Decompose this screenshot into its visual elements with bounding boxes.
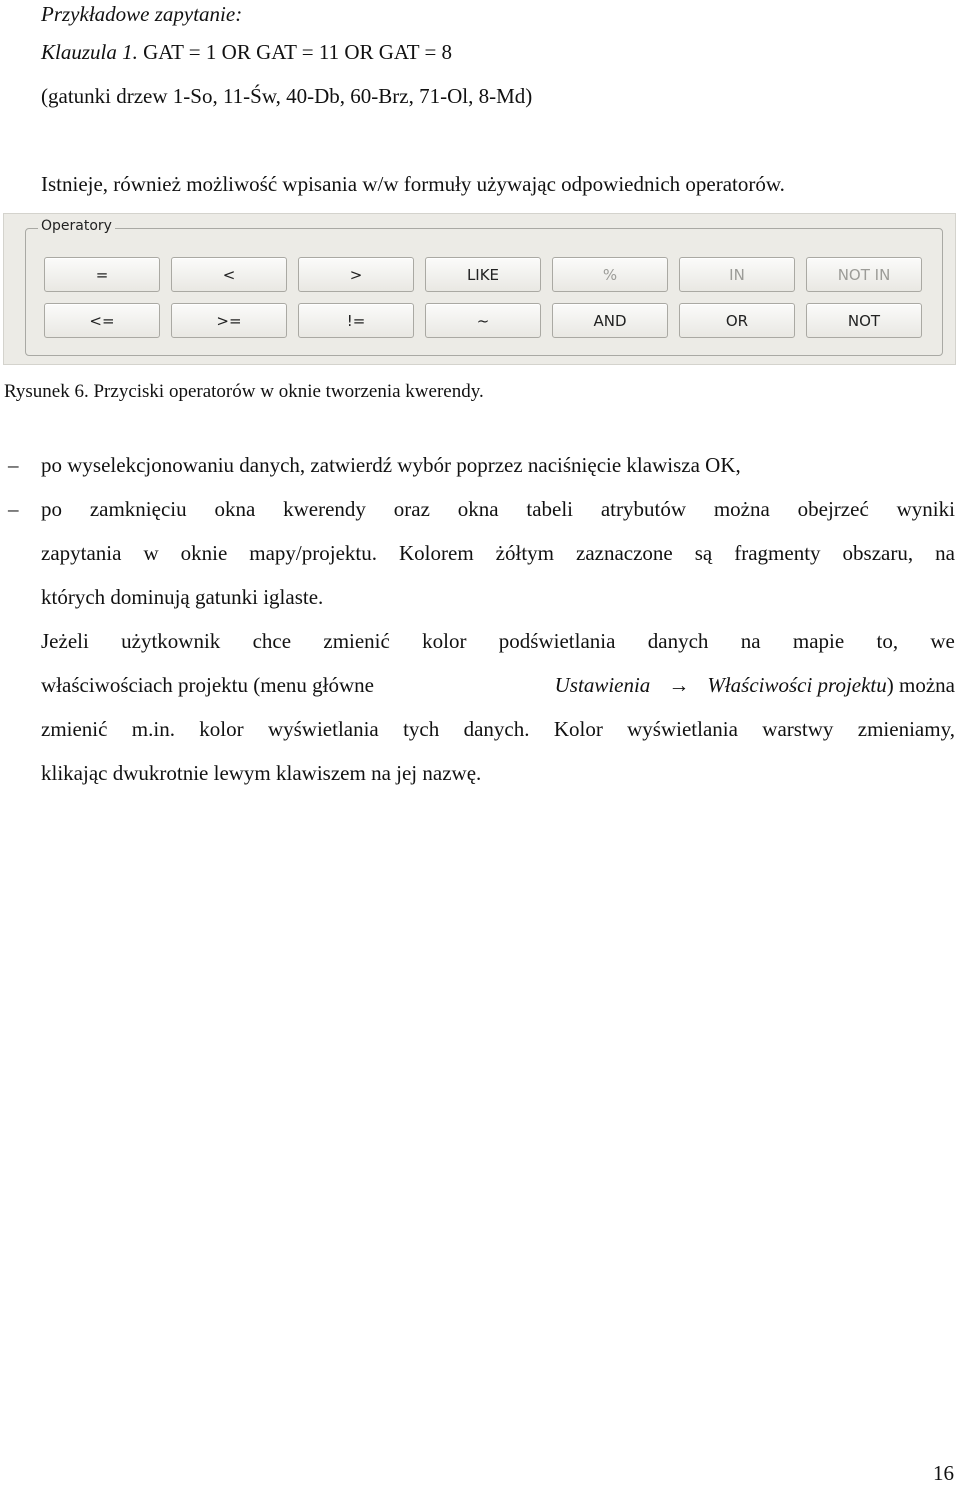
word: obejrzeć [797, 497, 869, 521]
operator-button-in[interactable]: IN [679, 257, 795, 292]
word: atrybutów [600, 497, 687, 521]
word: Kolorem [399, 541, 474, 565]
clause-label: Klauzula 1. [41, 40, 138, 64]
word: okna [457, 497, 499, 521]
operators-legend: Operatory [38, 218, 115, 234]
bullet-item-2-line-2 [41, 543, 955, 564]
word: użytkownik [121, 629, 221, 653]
word: zmienić [323, 629, 390, 653]
word: są [694, 541, 713, 565]
word: danych. [463, 717, 530, 741]
justified-row [41, 675, 955, 696]
paragraph-line-1 [41, 631, 955, 652]
word: w [143, 541, 159, 565]
word: zmieniamy, [857, 717, 955, 741]
justified-row [41, 543, 955, 564]
word: warstwy [762, 717, 834, 741]
bullet-item-1: po wyselekcjonowaniu danych, zatwierdź wybór poprzez naciśnięcie klawisza OK, [41, 453, 741, 477]
word: to, [876, 629, 899, 653]
example-heading: Przykładowe zapytanie: [41, 2, 243, 26]
word: można [713, 497, 770, 521]
operator-button-and[interactable]: AND [552, 303, 668, 338]
word: wyświetlania [627, 717, 738, 741]
operator-button-symbol-row2-1[interactable]: >= [171, 303, 287, 338]
word: chce [252, 629, 292, 653]
operator-button-not[interactable]: NOT [806, 303, 922, 338]
bullet-marker: – [8, 497, 19, 521]
bullet-marker: – [8, 453, 19, 477]
menu-settings: Ustawienia [554, 673, 651, 697]
word: na [740, 629, 761, 653]
intro-text: Istnieje, również możliwość wpisania w/w formuły używając odpowiednich operatorów. [41, 172, 785, 196]
operator-button-symbol-row1-2[interactable]: > [298, 257, 414, 292]
word: mapy/projektu. [249, 541, 378, 565]
menu-path [555, 675, 955, 696]
bullet-item-2-line-1 [41, 499, 955, 520]
word: zapytania [41, 541, 122, 565]
word: danych [647, 629, 709, 653]
word: podświetlania [498, 629, 616, 653]
operator-button-symbol-row2-3[interactable]: ~ [425, 303, 541, 338]
word: obszaru, [842, 541, 914, 565]
word: Jeżeli [41, 629, 89, 653]
word: zamknięciu [89, 497, 187, 521]
word: Kolor [553, 717, 603, 741]
word: oknie [180, 541, 228, 565]
paragraph-line-3 [41, 719, 955, 740]
paragraph-line-4: klikając dwukrotnie lewym klawiszem na jej nazwę. [41, 761, 482, 785]
paragraph-line-2-end: ) można [886, 673, 955, 697]
word: zaznaczone [576, 541, 673, 565]
word: żółtym [495, 541, 554, 565]
justified-row [41, 631, 955, 652]
operator-button-not-in[interactable]: NOT IN [806, 257, 922, 292]
operator-button-symbol-row1-1[interactable]: < [171, 257, 287, 292]
word: tabeli [526, 497, 574, 521]
justified-row [41, 719, 955, 740]
species-note: (gatunki drzew 1-So, 11-Św, 40-Db, 60-Brz, 71-Ol, 8-Md) [41, 84, 533, 108]
word: wyniki [896, 497, 955, 521]
operator-button-symbol-row1-0[interactable]: = [44, 257, 160, 292]
justified-row [41, 499, 955, 520]
operators-panel [3, 213, 956, 365]
paragraph-line-2 [41, 675, 955, 696]
word: zmienić [41, 717, 108, 741]
operator-button-or[interactable]: OR [679, 303, 795, 338]
page-number: 16 [933, 1461, 954, 1485]
word: we [930, 629, 955, 653]
operator-button-like[interactable]: LIKE [425, 257, 541, 292]
word: kolor [199, 717, 244, 741]
clause-text: GAT = 1 OR GAT = 11 OR GAT = 8 [137, 40, 453, 64]
operator-button-symbol-row1-4[interactable]: % [552, 257, 668, 292]
arrow-right-icon: → [668, 673, 690, 697]
menu-project-properties: Właściwości projektu [707, 673, 887, 697]
word: kwerendy [283, 497, 366, 521]
bullet-item-2-line-3: których dominują gatunki iglaste. [41, 585, 324, 609]
word: fragmenty [734, 541, 821, 565]
word: tych [403, 717, 440, 741]
word: m.in. [131, 717, 175, 741]
paragraph-line-2-start: właściwościach projektu (menu główne [41, 673, 374, 697]
figure-caption: Rysunek 6. Przyciski operatorów w oknie tworzenia kwerendy. [4, 381, 484, 402]
word: na [935, 541, 955, 565]
operator-button-symbol-row2-0[interactable]: <= [44, 303, 160, 338]
word: wyświetlania [267, 717, 379, 741]
word: kolor [422, 629, 467, 653]
clause-line [41, 42, 452, 63]
word: po [41, 497, 62, 521]
word: oraz [393, 497, 430, 521]
operator-button-symbol-row2-2[interactable]: != [298, 303, 414, 338]
word: mapie [792, 629, 845, 653]
word: okna [214, 497, 256, 521]
